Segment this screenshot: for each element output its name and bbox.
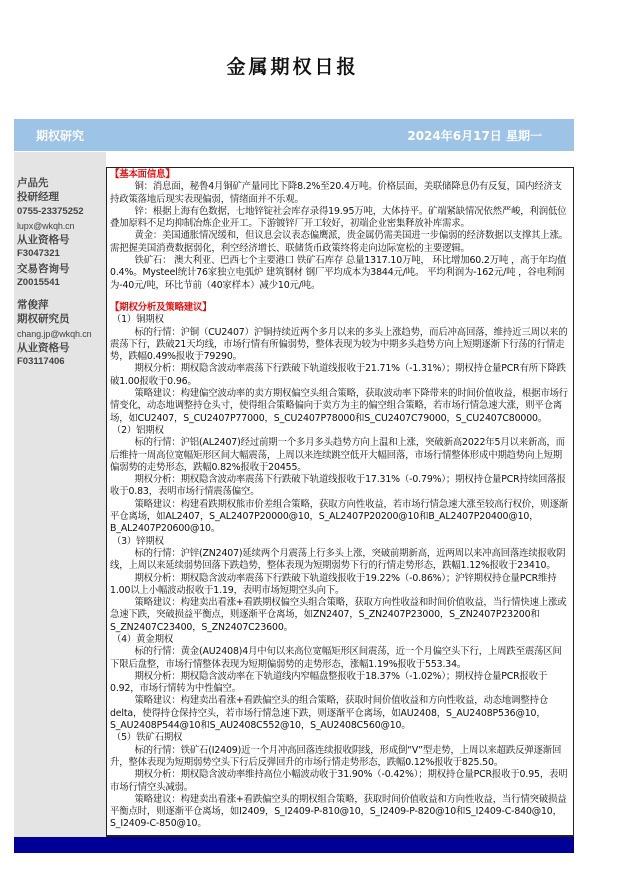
analysis-heading: 【期权分析及策略建议】 [110,301,212,313]
report-content [107,168,573,835]
analyst-2 [17,298,105,369]
copper-market: 标的行情：沪铜（CU2407）沪铜持续近两个多月以来的多头上涨趋势，而后冲高回落，维持近三周以来的震荡下行，跌破21天均线，市场行情有所偏弱势，整体表现为较为中期多头趋势方向上短期逐渐下行荡的行情走势，跌幅0.49%报收于79290。 [110,326,568,363]
section-title-gold: （4）黄金期权 [111,633,174,645]
analyst-email[interactable]: lupx@wkqh.cn [17,220,75,231]
zinc-strategy: 策略建议：构建卖出看涨+看跌期权偏空头组合策略，获取方向性收益和时间价值收益，当行情快速上涨或急速下跌，突破损益平衡点，则逐渐平仓离场，如ZN2407，S_ZN2407P23000，S_ZN2407P23200和S_ZN2407C23400，S_ZN2407C23600。 [110,597,567,633]
license-label: 从业资格号 [17,234,70,247]
section-title-copper: （1）铜期权 [111,314,164,326]
gold-market: 标的行情：黄金(AU2408)4月中旬以来高位宽幅矩形区间震荡，近一个月偏空头下行，上周跌至震荡区间下限后盘整，市场行情整体表现为短期偏弱势的走势形态，涨幅1.19%报收于553.34。 [110,646,562,670]
consult-label: 交易咨询号 [17,262,70,275]
content-column [106,152,574,837]
gold-strategy: 策略建议：构建卖出看涨+看跌偏空头的组合策略，获取时间价值收益和方向性收益，动态地调整持仓delta，使得持仓保持空头，若市场行情急速下跌，则逐渐平仓离场，如AU2408，S_AU2408P536@10，S_AU2408P544@10和S_AU2408C552@10，S_AU2408C560@10。 [110,695,549,732]
footer-bar [14,837,574,853]
section-title-iron-ore: （5）铁矿石期权 [111,732,183,744]
analyst-name: 常俊萍 [17,299,49,311]
section-title-zinc: （3）锌期权 [111,535,164,547]
analyst-email[interactable]: chang.jp@wkqh.cn [17,328,92,339]
license-number: F03117406 [17,356,65,368]
header-bar [14,119,574,151]
fundamental-iron-ore: 铁矿石： 澳大利亚、巴西七个主要港口 铁矿石库存 总量1317.10万吨， 环比增加60.2万吨 ，高于年均值0.4%。Mysteel统计76家独立电弧炉 建筑钢材 钢厂平均成本为3844元/吨。 平均利润为-162元/吨 ，谷电利润为-40元/吨，环比节前（40家样本）减少10元/吨。 [110,255,567,291]
header-section: 期权研究 [36,129,85,143]
analyst-sidebar [14,152,106,837]
analysis-sections [110,314,569,830]
aluminum-option-analysis: 期权分析：期权隐含波动率震荡下行跌破下轨道线报收于17.31%（-0.79%）；期权持仓量PCR持续回落报收于0.83，表明市场行情震荡偏空。 [110,474,566,498]
report-title: 金属期权日报 [226,56,359,78]
analyst-phone: 0755-23375252 [17,205,84,217]
fundamental-gold: 黄金：美国通胀情况缓和，但议息会议表态偏鹰派，贵金属仍需美国进一步偏弱的经济数据以支撑其上涨。需把握美国消费数据弱化，利空经济增长、联储货币政策终将走向边际宽松的主要逻辑。 [110,230,569,254]
report-content-box [106,167,574,837]
iron-ore-strategy: 策略建议：构建卖出看涨+看跌偏空头的期权组合策略，获取时间价值收益和方向性收益，当行情突破损益平衡点时，则逐渐平仓离场，如I2409，S_I2409-P-810@10，S_I2409-P-820@10和S_I2409-C-840@10，S_I2409-C-850@10。 [110,793,567,830]
copper-option-analysis: 期权分析：期权隐含波动率震荡下行跌破下轨道线报收于21.71%（-1.31%）；期权持仓量PCR有所下降跌破1.00报收于0.96。 [110,363,566,387]
analyst-1 [17,176,105,290]
analyst-role: 投研经理 [17,191,59,204]
zinc-option-analysis: 期权分析：期权隐含波动率震荡下行跌破下轨道线报收于19.22%（-0.86%）；沪锌期权持仓量PCR维持1.00以上小幅波动报收于1.19，表明市场短期空头向下。 [110,572,557,596]
license-number: F3047321 [17,248,60,260]
consult-number: Z0015541 [17,277,60,289]
iron-ore-option-analysis: 期权分析：期权隐含波动率维持高位小幅波动收于31.90%（-0.42%）；期权持仓量PCR报收于0.95，表明市场行情空头减弱。 [110,769,568,793]
fundamentals-heading: 【基本面信息】 [110,169,175,180]
report-body [14,152,574,853]
header-date: 2024年6月17日 星期一 [407,129,542,143]
zinc-market: 标的行情：沪锌(ZN2407)延续两个月震荡上行多头上涨，突破前期新高，近两周以来冲高回落连续报收阴线，上周以来延续弱势回落下跌趋势，整体表现为短期弱势下行的行情走势形态，跌幅1.12%报收于23410。 [110,547,566,572]
analyst-role: 期权研究员 [17,313,70,326]
fundamental-zinc: 锌：根据上海有色数据，七地锌锭社会库存录得19.95万吨，大体持平。矿端紧缺情况依然严峻，利润低位叠加原料不足均抑制冶炼企业开工。下游镀锌厂开工较好，初端企业密集释放补库需求。 [110,205,567,230]
gold-option-analysis: 期权分析：期权隐含波动率在下轨道线内窄幅盘整报收于18.37%（-1.02%）；期权持仓量PCR报收于0.92，市场行情转为中性偏空。 [110,670,548,695]
license-label: 从业资格号 [17,341,70,354]
aluminum-market: 标的行情：沪铝(AL2407)经过前期一个多月多头趋势方向上温和上涨，突破新高2022年5月以来新高，而后维持一周高位宽幅矩形区间大幅震荡，上周以来连续跳空低开大幅回落，市场行情整体形成中期趋势向上短期偏弱势的走势形态，跌幅0.82%报收于20455。 [110,437,565,473]
fundamental-copper: 铜：消息面，秘鲁4月铜矿产量同比下降8.2%至20.4万吨。价格层面，美联储降息仍有反复，国内经济支持政策落地后现实表现偏弱，情绪面并不乐观。 [110,181,562,205]
aluminum-strategy: 策略建议：构建看跌期权熊市价差组合策略，获取方向性收益，若市场行情急速大涨至较高行权价，则逐渐平仓离场，如AL2407，S_AL2407P20000@10，S_AL2407P20200@10和B_AL2407P20400@10，B_AL2407P20600@10。 [110,498,569,535]
section-title-aluminum: （2）铝期权 [111,424,164,436]
analyst-name: 卢品先 [17,177,49,189]
iron-ore-market: 标的行情：铁矿石(I2409)近一个月冲高回落连续报收阴线，形成倒“V”型走势，上周以来超跌反弹逐渐回升，整体表现为短期弱势空头下行后反弹回升的市场行情走势形态，跌幅0.12%报收于825.50。 [110,744,562,768]
copper-strategy: 策略建议：构建偏空波动率的卖方期权偏空头组合策略，获取波动率下降带来的时间价值收益，根据市场行情变化，动态地调整持仓头寸，使得组合策略偏向于卖方为主的偏空组合策略，若市场行情急速大涨，则平仓离场，如CU2407，S_CU2407P77000，S_CU2407P78000和S_CU2407C79000，S_CU2407C80000。 [110,388,569,424]
